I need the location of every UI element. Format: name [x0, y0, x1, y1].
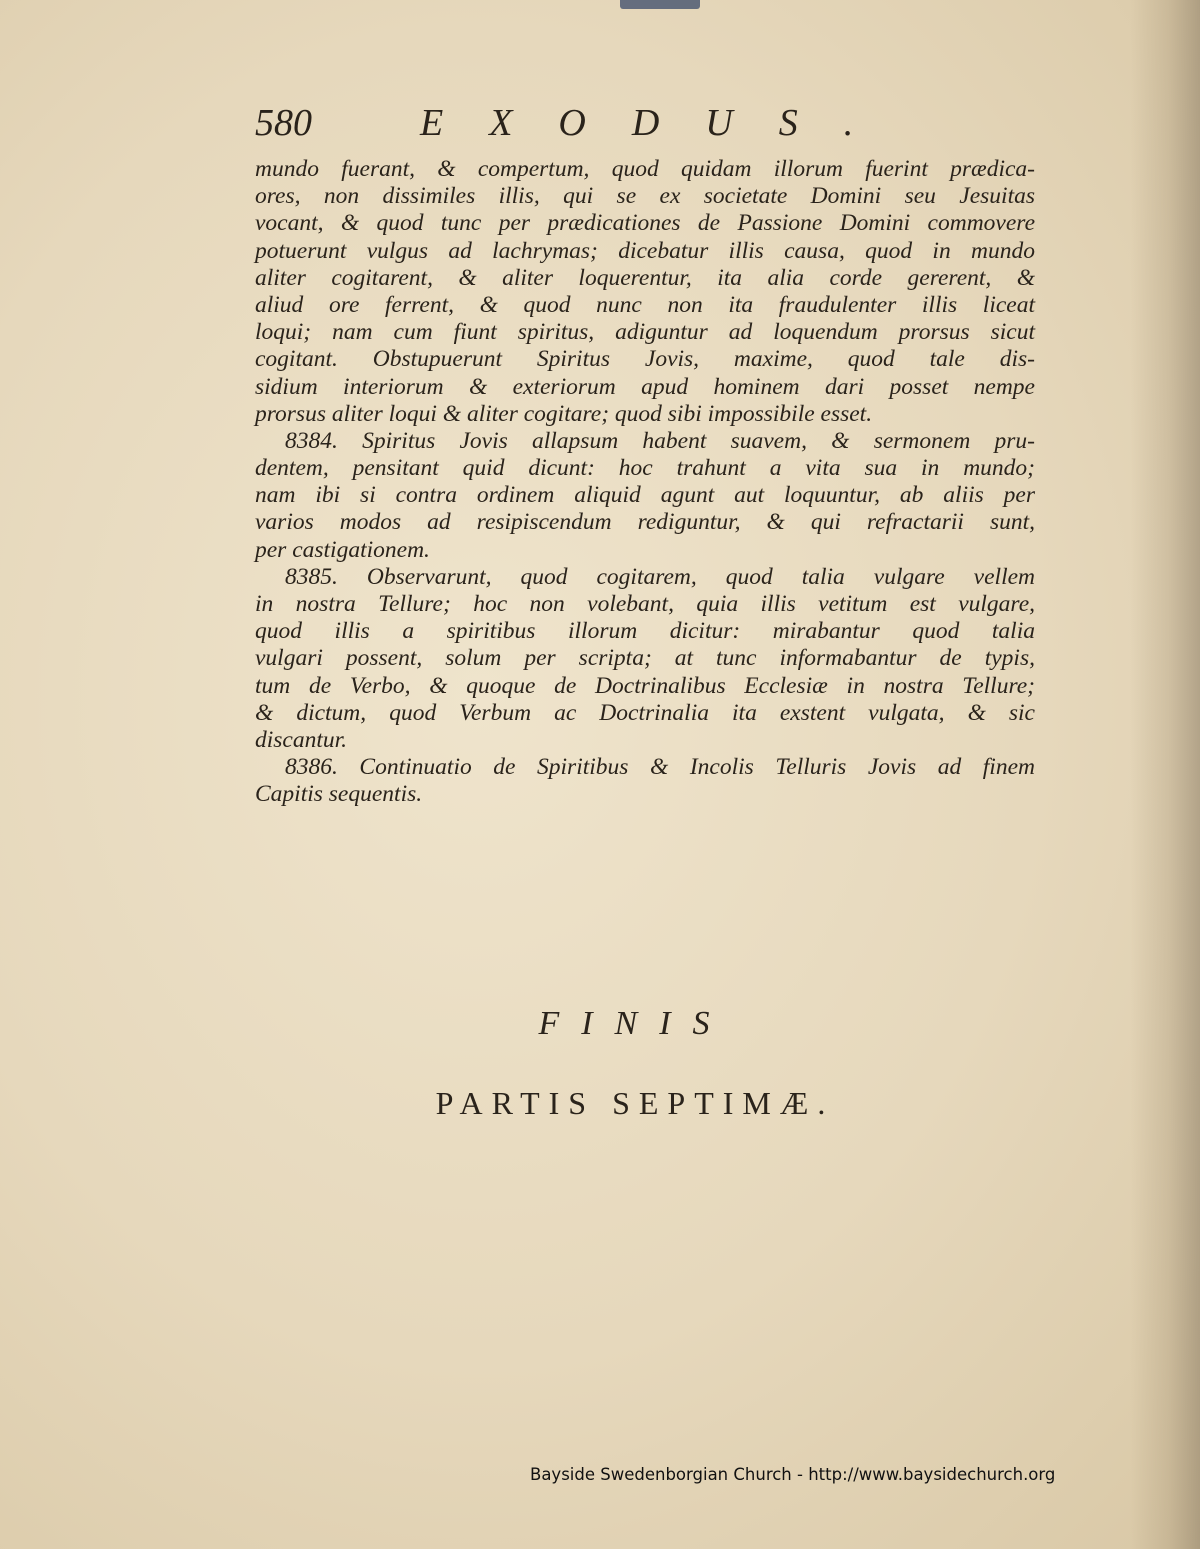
- body-text: [255, 156, 1035, 809]
- text-line: tum de Verbo, & quoque de Doctrinalibus Ecclesiæ in nostra Tellure;: [255, 672, 1035, 699]
- page-header: [255, 98, 1015, 148]
- text-line: in nostra Tellure; hoc non volebant, quia illis vetitum est vulgare,: [255, 591, 1035, 617]
- text-line: varios modos ad resipiscendum rediguntur, & qui refractarii sunt,: [255, 509, 1035, 536]
- page-edge-shadow: [1130, 0, 1200, 1549]
- text-line: mundo fuerant, & compertum, quod quidam illorum fuerint prædica-: [255, 156, 1035, 182]
- text-line: per castigationem.: [255, 536, 430, 563]
- running-title: EXODUS.: [420, 102, 900, 144]
- text-line: vulgari possent, solum per scripta; at tunc informabantur de typis,: [255, 645, 1035, 672]
- paragraph-start-8385: 8385. Observarunt, quod cogitarem, quod talia vulgare vellem: [285, 563, 1035, 590]
- paragraph-start-8386: 8386. Continuatio de Spiritibus & Incolis Telluris Jovis ad finem: [285, 754, 1035, 781]
- text-line: prorsus aliter loqui & aliter cogitare; quod sibi impossibile esset.: [255, 400, 873, 427]
- binding-mark: [620, 0, 700, 9]
- text-line: aliud ore ferrent, & quod nunc non ita fraudulenter illis liceat: [255, 291, 1035, 318]
- text-line: discantur.: [255, 726, 348, 753]
- text-line: dentem, pensitant quid dicunt: hoc trahunt a vita sua in mundo;: [255, 455, 1035, 482]
- text-line: nam ibi si contra ordinem aliquid agunt aut loquuntur, ab aliis per: [255, 482, 1035, 509]
- text-line: loqui; nam cum fiunt spiritus, adiguntur ad loquendum prorsus sicut: [255, 319, 1035, 346]
- page-number: 580: [255, 102, 312, 144]
- text-line: potuerunt vulgus ad lachrymas; dicebatur illis causa, quod in mundo: [255, 237, 1035, 264]
- text-line: quod illis a spiritibus illorum dicitur: mirabantur quod talia: [255, 618, 1035, 645]
- text-line: & dictum, quod Verbum ac Doctrinalia ita exstent vulgata, & sic: [255, 699, 1035, 726]
- text-line: aliter cogitarent, & aliter loquerentur, ita alia corde gererent, &: [255, 264, 1035, 291]
- text-line: cogitant. Obstupuerunt Spiritus Jovis, maxime, quod tale dis-: [255, 346, 1035, 373]
- watermark-credit: Bayside Swedenborgian Church - http://www.baysidechurch.org: [530, 1465, 1056, 1484]
- text-line: vocant, & quod tunc per prædicationes de Passione Domini commovere: [255, 210, 1035, 237]
- text-line: ores, non dissimiles illis, qui se ex societate Domini seu Jesuitas: [255, 183, 1035, 210]
- finis-heading: FINIS: [538, 1005, 732, 1042]
- text-line: Capitis sequentis.: [255, 781, 423, 808]
- text-line: sidium interiorum & exteriorum apud hominem dari posset nempe: [255, 373, 1035, 400]
- partis-heading: PARTIS SEPTIMÆ.: [435, 1085, 835, 1121]
- paragraph-start-8384: 8384. Spiritus Jovis allapsum habent suavem, & sermonem pru-: [285, 427, 1035, 454]
